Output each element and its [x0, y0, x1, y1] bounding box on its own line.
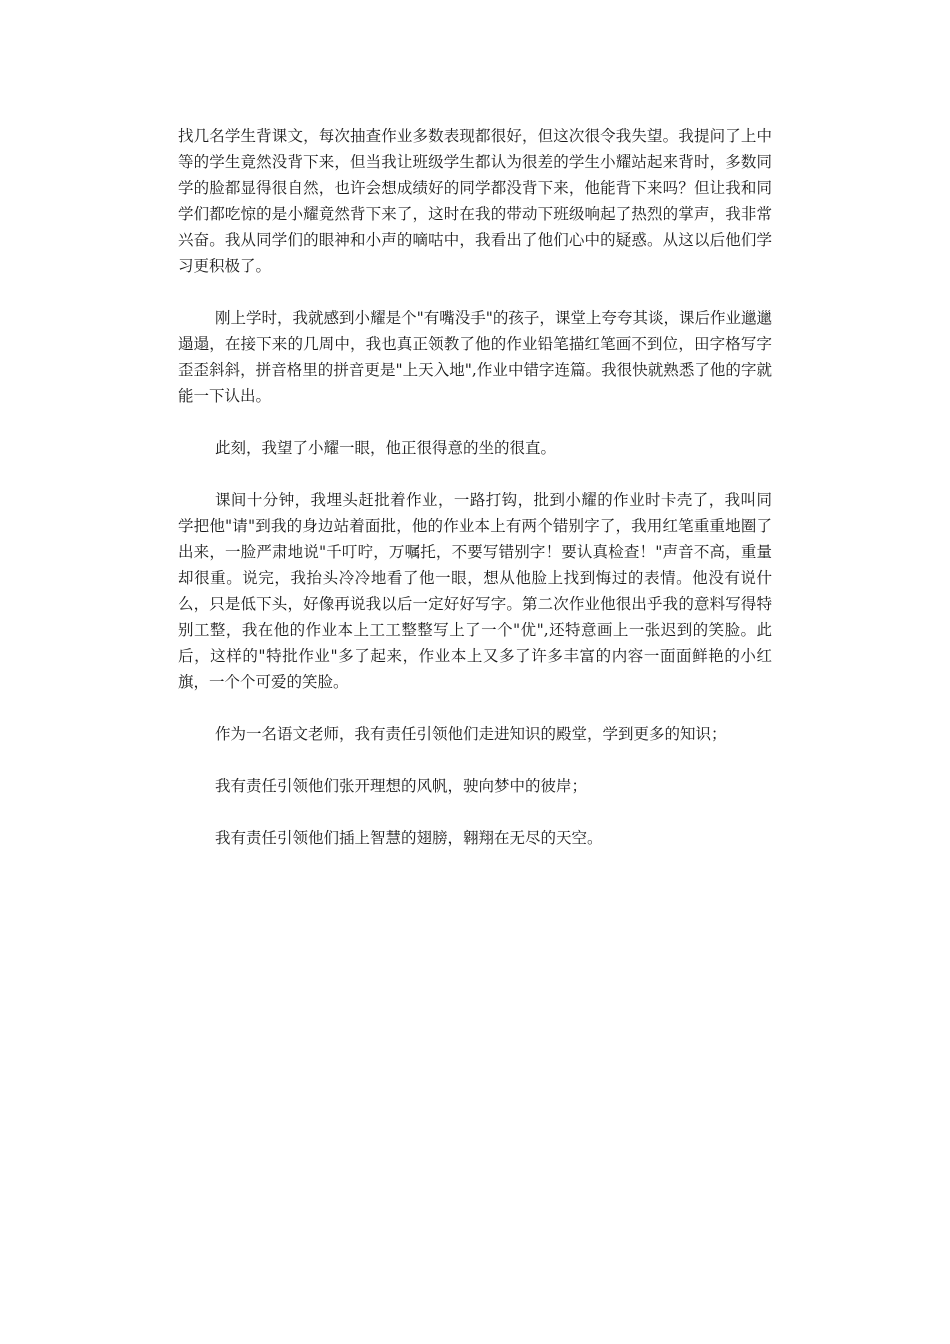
paragraph-3: 此刻，我望了小耀一眼，他正很得意的坐的很直。	[215, 439, 557, 457]
paragraph-4: 课间十分钟，我埋头赶批着作业，一路打钩，批到小耀的作业时卡壳了，我叫同学把他"请"到我的身边站着面批，他的作业本上有两个错别字了，我用红笔重重地圈了出来，一脸严肃地说"千叮咛，万嘱托，不要写错别字！要认真检查！"声音不高，重量却很重。说完，我抬头冷冷地看了他一眼，想从他脸上找到悔过的表情。他没有说什么，只是低下头，好像再说我以后一定好好写字。第二次作业他很出乎我的意料写得特别工整，我在他的作业本上工工整整写上了一个"优",还特意画上一张迟到的笑脸。此后，这样的"特批作业"多了起来，作业本上又多了许多丰富的内容一面面鲜艳的小红旗，一个个可爱的笑脸。	[178, 491, 772, 691]
document-body	[178, 123, 772, 877]
paragraph-1: 找几名学生背课文，每次抽查作业多数表现都很好，但这次很令我失望。我提问了上中等的学生竟然没背下来，但当我让班级学生都认为很差的学生小耀站起来背时，多数同学的脸都显得很自然，也许会想成绩好的同学都没背下来，他能背下来吗？但让我和同学们都吃惊的是小耀竟然背下来了，这时在我的带动下班级响起了热烈的掌声，我非常兴奋。我从同学们的眼神和小声的嘀咕中，我看出了他们心中的疑惑。从这以后他们学习更积极了。	[178, 127, 772, 275]
paragraph-2: 刚上学时，我就感到小耀是个"有嘴没手"的孩子，课堂上夸夸其谈，课后作业邋邋遢遢，在接下来的几周中，我也真正领教了他的作业铅笔描红笔画不到位，田字格写字歪歪斜斜，拼音格里的拼音更是"上天入地",作业中错字连篇。我很快就熟悉了他的字就能一下认出。	[178, 309, 772, 405]
paragraph-7: 我有责任引领他们插上智慧的翅膀，翱翔在无尽的天空。	[215, 829, 603, 847]
paragraph-6: 我有责任引领他们张开理想的风帆，驶向梦中的彼岸；	[215, 777, 588, 795]
paragraph-5: 作为一名语文老师，我有责任引领他们走进知识的殿堂，学到更多的知识；	[215, 725, 727, 743]
